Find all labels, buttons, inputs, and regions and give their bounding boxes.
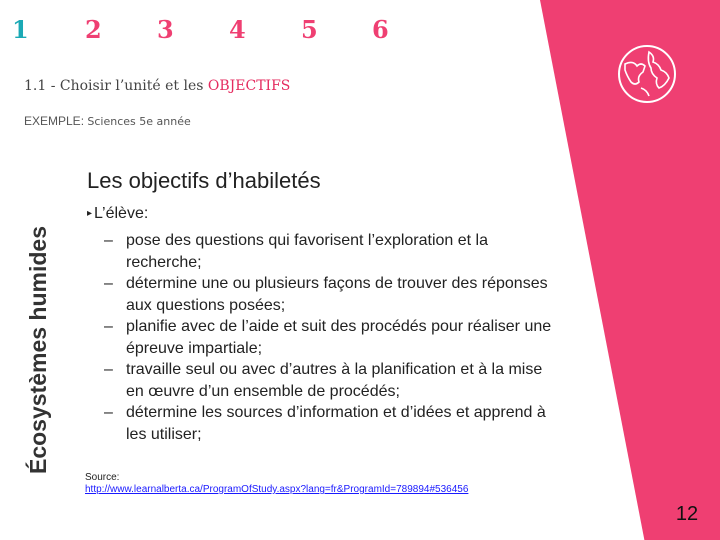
step-4[interactable]: 4 bbox=[229, 15, 246, 44]
list-item: – pose des questions qui favorisent l’exploration et la recherche; bbox=[104, 232, 488, 271]
section-title-prefix: 1.1 - Choisir l’unité et les bbox=[24, 78, 208, 94]
section-title bbox=[24, 78, 290, 94]
list-item: – détermine les sources d’information et d’idées et apprend à les utiliser; bbox=[104, 404, 546, 443]
dash-icon: – bbox=[104, 232, 113, 249]
list-item: – travaille seul ou avec d’autres à la planification et à la mise en œuvre d’un ensemble de procédés; bbox=[104, 361, 543, 400]
step-navigation bbox=[0, 12, 540, 48]
dash-icon: – bbox=[104, 361, 113, 378]
unit-vertical-title: Écosystèmes humides bbox=[25, 225, 51, 474]
source-link[interactable]: http://www.learnalberta.ca/ProgramOfStudy.aspx?lang=fr&ProgramId=789894#536456 bbox=[85, 484, 469, 495]
step-1[interactable]: 1 bbox=[12, 15, 29, 44]
dash-icon: – bbox=[104, 275, 113, 292]
step-2[interactable]: 2 bbox=[85, 15, 102, 44]
triangle-bullet-icon: ▸ bbox=[87, 208, 93, 219]
dash-icon: – bbox=[104, 318, 113, 335]
step-5[interactable]: 5 bbox=[301, 15, 318, 44]
page-number: 12 bbox=[675, 503, 699, 525]
list-item: – planifie avec de l’aide et suit des procédés pour réaliser une épreuve impartiale; bbox=[104, 318, 552, 357]
section-title-accent: OBJECTIFS bbox=[207, 78, 291, 94]
example-value: Sciences 5e année bbox=[87, 115, 191, 128]
step-3[interactable]: 3 bbox=[157, 15, 174, 44]
example-line bbox=[24, 114, 191, 128]
list-item: – détermine une ou plusieurs façons de trouver des réponses aux questions posées; bbox=[104, 275, 548, 314]
step-6[interactable]: 6 bbox=[372, 15, 389, 44]
lead-text: L’élève: bbox=[94, 205, 149, 222]
content-lead bbox=[87, 205, 148, 223]
source-citation bbox=[85, 472, 468, 496]
source-label: Source: bbox=[85, 472, 120, 483]
example-label: EXEMPLE: bbox=[24, 114, 85, 128]
dash-icon: – bbox=[104, 404, 113, 421]
globe-icon bbox=[615, 42, 679, 106]
content-heading: Les objectifs d’habiletés bbox=[87, 168, 321, 193]
objectives-list bbox=[104, 230, 554, 445]
